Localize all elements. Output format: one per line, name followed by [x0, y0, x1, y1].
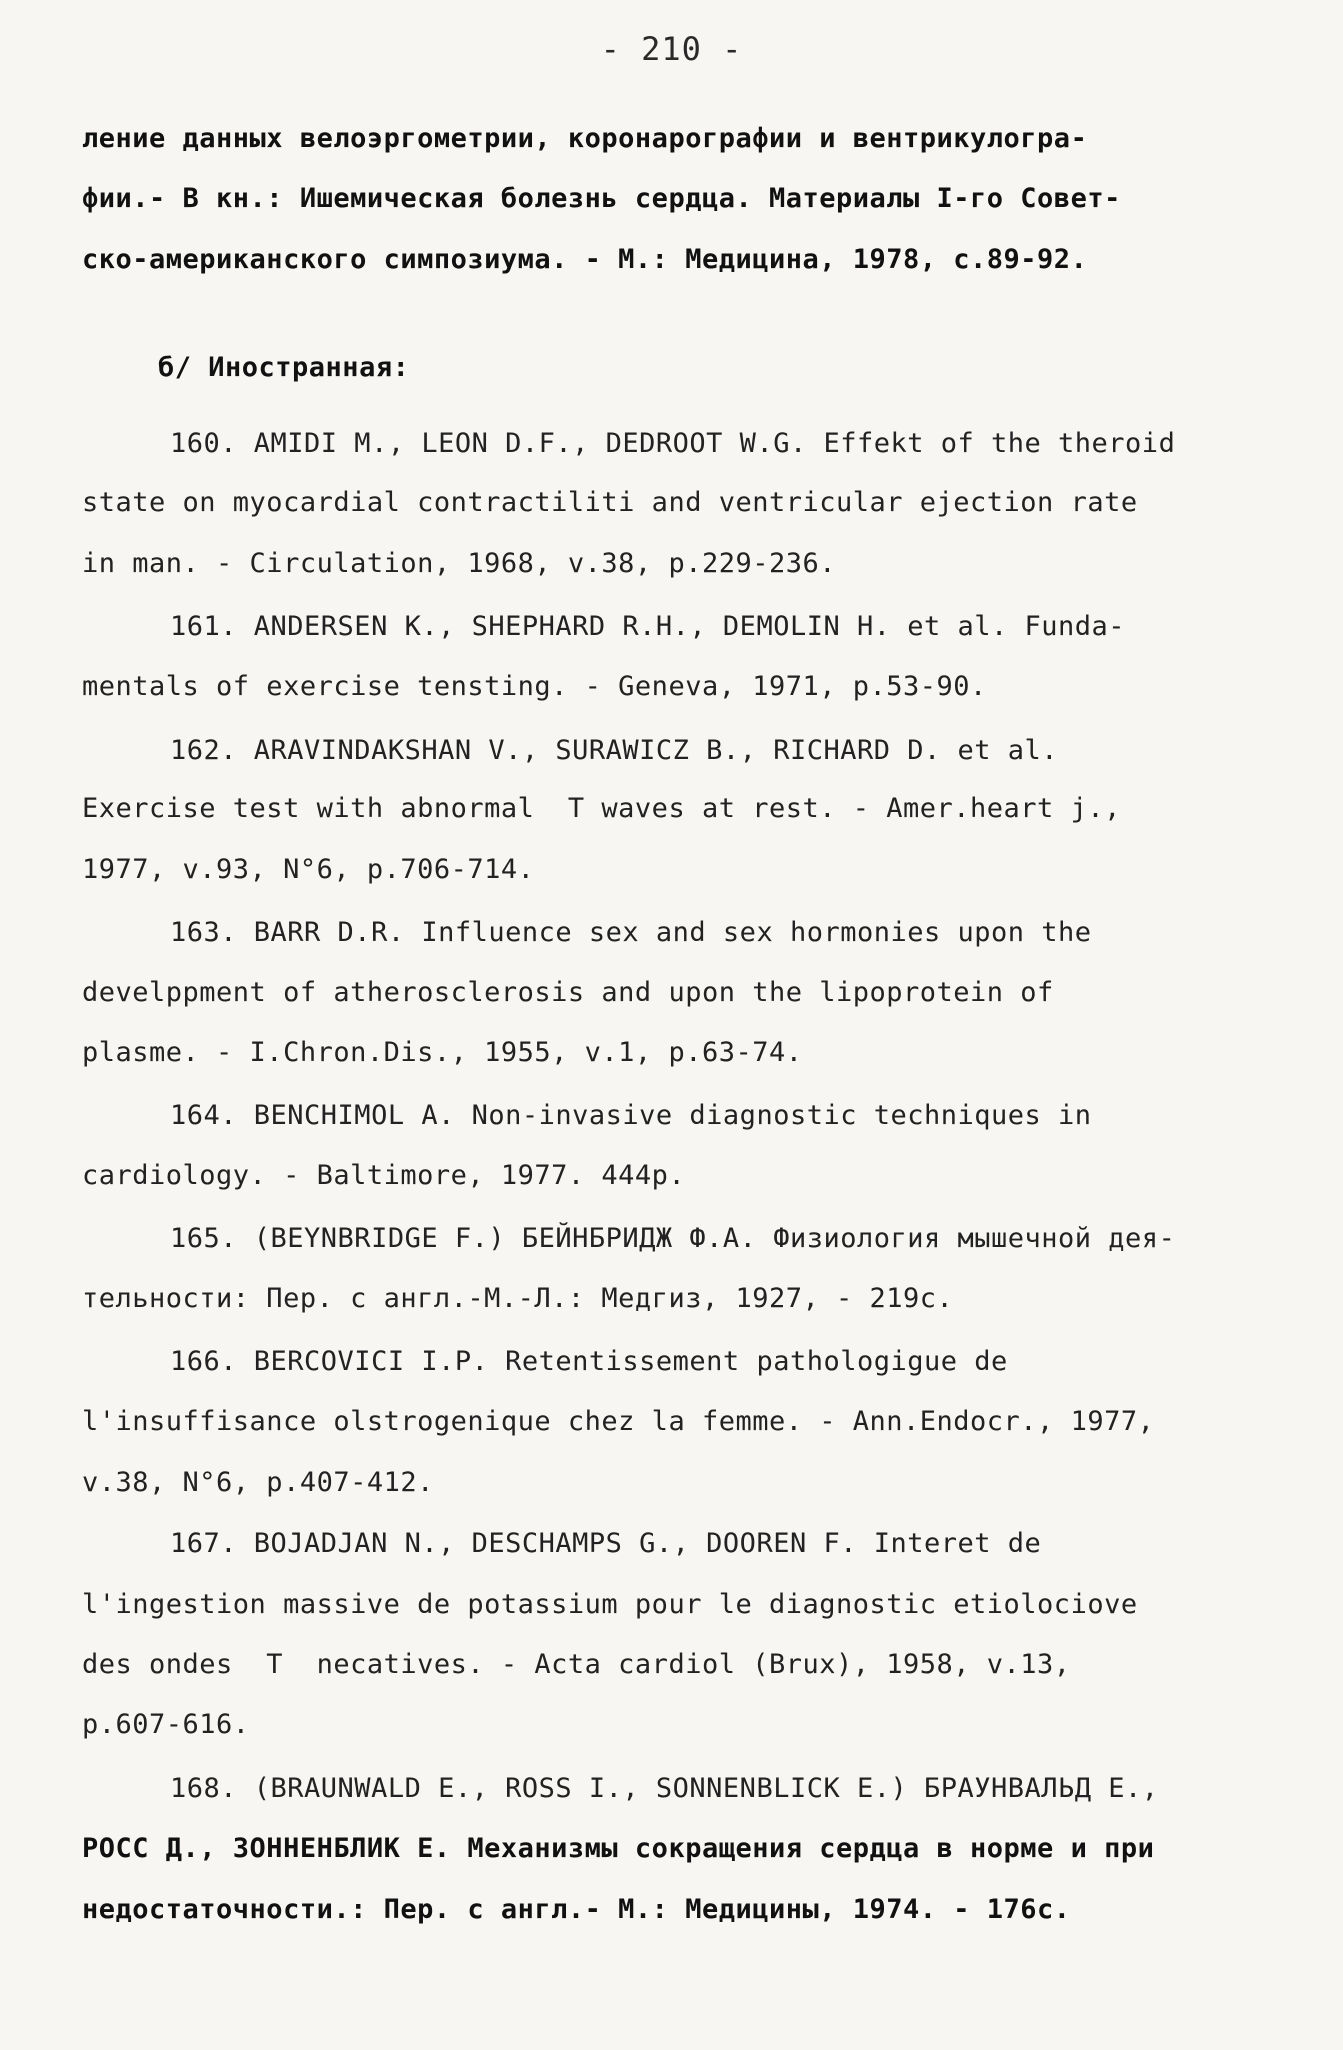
reference-line: тельности: Пер. с англ.-М.-Л.: Медгиз, 1927, - 219с. [82, 1283, 954, 1314]
reference-line: l'insuffisance olstrogenique chez la femme. - Ann.Endocr., 1977, [82, 1406, 1155, 1437]
reference-line: 162. ARAVINDAKSHAN V., SURAWICZ B., RICHARD D. et al. [170, 735, 1059, 766]
reference-line: 164. BENCHIMOL A. Non-invasive diagnostic techniques in [170, 1100, 1092, 1131]
reference-line: 1977, v.93, N°6, p.706-714. [82, 854, 535, 885]
reference-line: 167. BOJADJAN N., DESCHAMPS G., DOOREN F. Interet de [170, 1528, 1042, 1559]
reference-line: develppment of atherosclerosis and upon the lipoprotein of [82, 977, 1054, 1008]
reference-line: 166. BERCOVICI I.P. Retentissement pathologigue de [170, 1346, 1008, 1377]
reference-line: v.38, N°6, p.407-412. [82, 1467, 434, 1498]
reference-line: 165. (BEYNBRIDGE F.) БЕЙНБРИДЖ Ф.А. Физиология мышечной дея- [170, 1223, 1176, 1254]
reference-line: state on myocardial contractiliti and ventricular ejection rate [82, 487, 1138, 518]
reference-line: 163. BARR D.R. Influence sex and sex hormonies upon the [170, 917, 1092, 948]
reference-line: des ondes T necatives. - Acta cardiol (Brux), 1958, v.13, [82, 1649, 1071, 1680]
continued-entry-line: ление данных велоэргометрии, коронарографии и вентрикулогра- [82, 123, 1088, 154]
reference-line: РОСС Д., ЗОННЕНБЛИК Е. Механизмы сокращения сердца в норме и при [82, 1833, 1155, 1864]
reference-line: mentals of exercise tensting. - Geneva, 1971, p.53-90. [82, 671, 987, 702]
reference-line: 160. AMIDI M., LEON D.F., DEDROOT W.G. Effekt of the theroid [170, 428, 1176, 459]
reference-line: plasme. - I.Chron.Dis., 1955, v.1, p.63-74. [82, 1037, 803, 1068]
reference-line: l'ingestion massive de potassium pour le diagnostic etiolociove [82, 1589, 1138, 1620]
section-heading: б/ Иностранная: [158, 352, 410, 383]
reference-line: 161. ANDERSEN K., SHEPHARD R.H., DEMOLIN H. et al. Funda- [170, 611, 1126, 642]
continued-entry-line: фии.- В кн.: Ишемическая болезнь сердца. Материалы I-го Совет- [82, 183, 1121, 214]
reference-line: Exercise test with abnormal T waves at rest. - Amer.heart j., [82, 793, 1121, 824]
reference-line: 168. (BRAUNWALD E., ROSS I., SONNENBLICK E.) БРАУНВАЛЬД Е., [170, 1773, 1159, 1804]
continued-entry-line: ско-американского симпозиума. - М.: Медицина, 1978, с.89-92. [82, 244, 1088, 275]
reference-line: недостаточности.: Пер. с англ.- М.: Медицины, 1974. - 176с. [82, 1894, 1071, 1925]
reference-line: cardiology. - Baltimore, 1977. 444p. [82, 1160, 686, 1191]
reference-line: p.607-616. [82, 1709, 250, 1740]
reference-line: in man. - Circulation, 1968, v.38, p.229-236. [82, 548, 836, 579]
page-number: - 210 - [600, 30, 743, 68]
